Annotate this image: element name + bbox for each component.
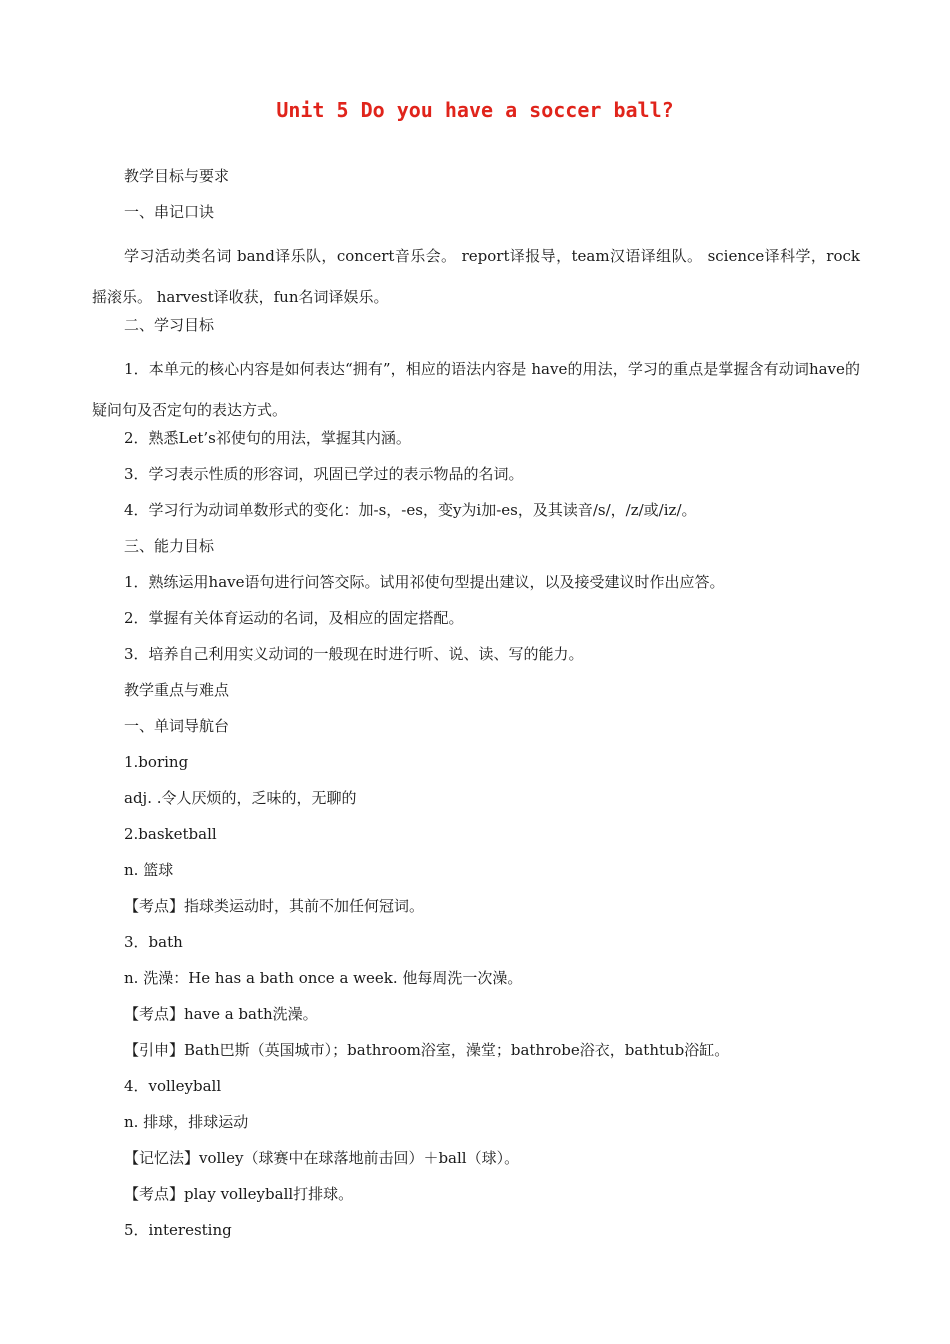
paragraph-goal-3: 3．学习表示性质的形容词，巩固已学过的表示物品的名词。	[124, 465, 524, 483]
document-body	[92, 164, 860, 1254]
section-heading-objectives: 教学目标与要求	[124, 167, 230, 185]
subsection-heading-vocabulary: 一、单词导航台	[124, 717, 230, 735]
vocab-definition-boring: adj. .令人厌烦的，乏味的，无聊的	[124, 789, 357, 807]
subsection-heading-mnemonic: 一、串记口诀	[124, 203, 215, 221]
vocab-word-boring: 1.boring	[124, 753, 189, 771]
section-heading-key-points: 教学重点与难点	[124, 681, 230, 699]
vocab-word-bath: 3．bath	[124, 933, 183, 951]
subsection-heading-ability-goals: 三、能力目标	[124, 537, 215, 555]
vocab-definition-volleyball: n. 排球，排球运动	[124, 1113, 249, 1131]
vocab-note-basketball: 【考点】指球类运动时，其前不加任何冠词。	[124, 897, 425, 915]
subsection-heading-learning-goals: 二、学习目标	[124, 316, 215, 334]
vocab-word-interesting: 5．interesting	[124, 1221, 232, 1239]
vocab-note-volleyball: 【考点】play volleyball打排球。	[124, 1185, 354, 1203]
vocab-word-basketball: 2.basketball	[124, 825, 217, 843]
paragraph-mnemonic: 学习活动类名词 band译乐队，concert音乐会。 report译报导，team汉语译组队。 science译科学，rock摇滚乐。 harvest译收获，fun名词译娱乐。	[92, 247, 860, 306]
paragraph-goal-4: 4．学习行为动词单数形式的变化：加-s，-es，变y为i加-es，及其读音/s/，/z/或/iz/。	[124, 501, 697, 519]
vocab-definition-basketball: n. 篮球	[124, 861, 174, 879]
vocab-word-volleyball: 4．volleyball	[124, 1077, 222, 1095]
paragraph-ability-2: 2．掌握有关体育运动的名词，及相应的固定搭配。	[124, 609, 464, 627]
paragraph-ability-3: 3．培养自己利用实义动词的一般现在时进行听、说、读、写的能力。	[124, 645, 584, 663]
paragraph-ability-1: 1．熟练运用have语句进行问答交际。试用祁使句型提出建议，以及接受建议时作出应答。	[124, 573, 725, 591]
vocab-definition-bath: n. 洗澡：He has a bath once a week. 他每周洗一次澡。	[124, 969, 523, 987]
vocab-note-bath: 【考点】have a bath洗澡。	[124, 1005, 318, 1023]
document-title: Unit 5 Do you have a soccer ball?	[276, 98, 674, 122]
vocab-extension-bath: 【引申】Bath巴斯（英国城市）；bathroom浴室，澡堂；bathrobe浴衣，bathtub浴缸。	[124, 1041, 730, 1059]
paragraph-goal-1: 1．本单元的核心内容是如何表达“拥有”，相应的语法内容是 have的用法，学习的重点是掌握含有动词have的疑问句及否定句的表达方式。	[92, 360, 860, 419]
paragraph-goal-2: 2．熟悉Let’s祁使句的用法，掌握其内涵。	[124, 429, 411, 447]
vocab-memory-volleyball: 【记忆法】volley（球赛中在球落地前击回）＋ball（球）。	[124, 1149, 520, 1167]
